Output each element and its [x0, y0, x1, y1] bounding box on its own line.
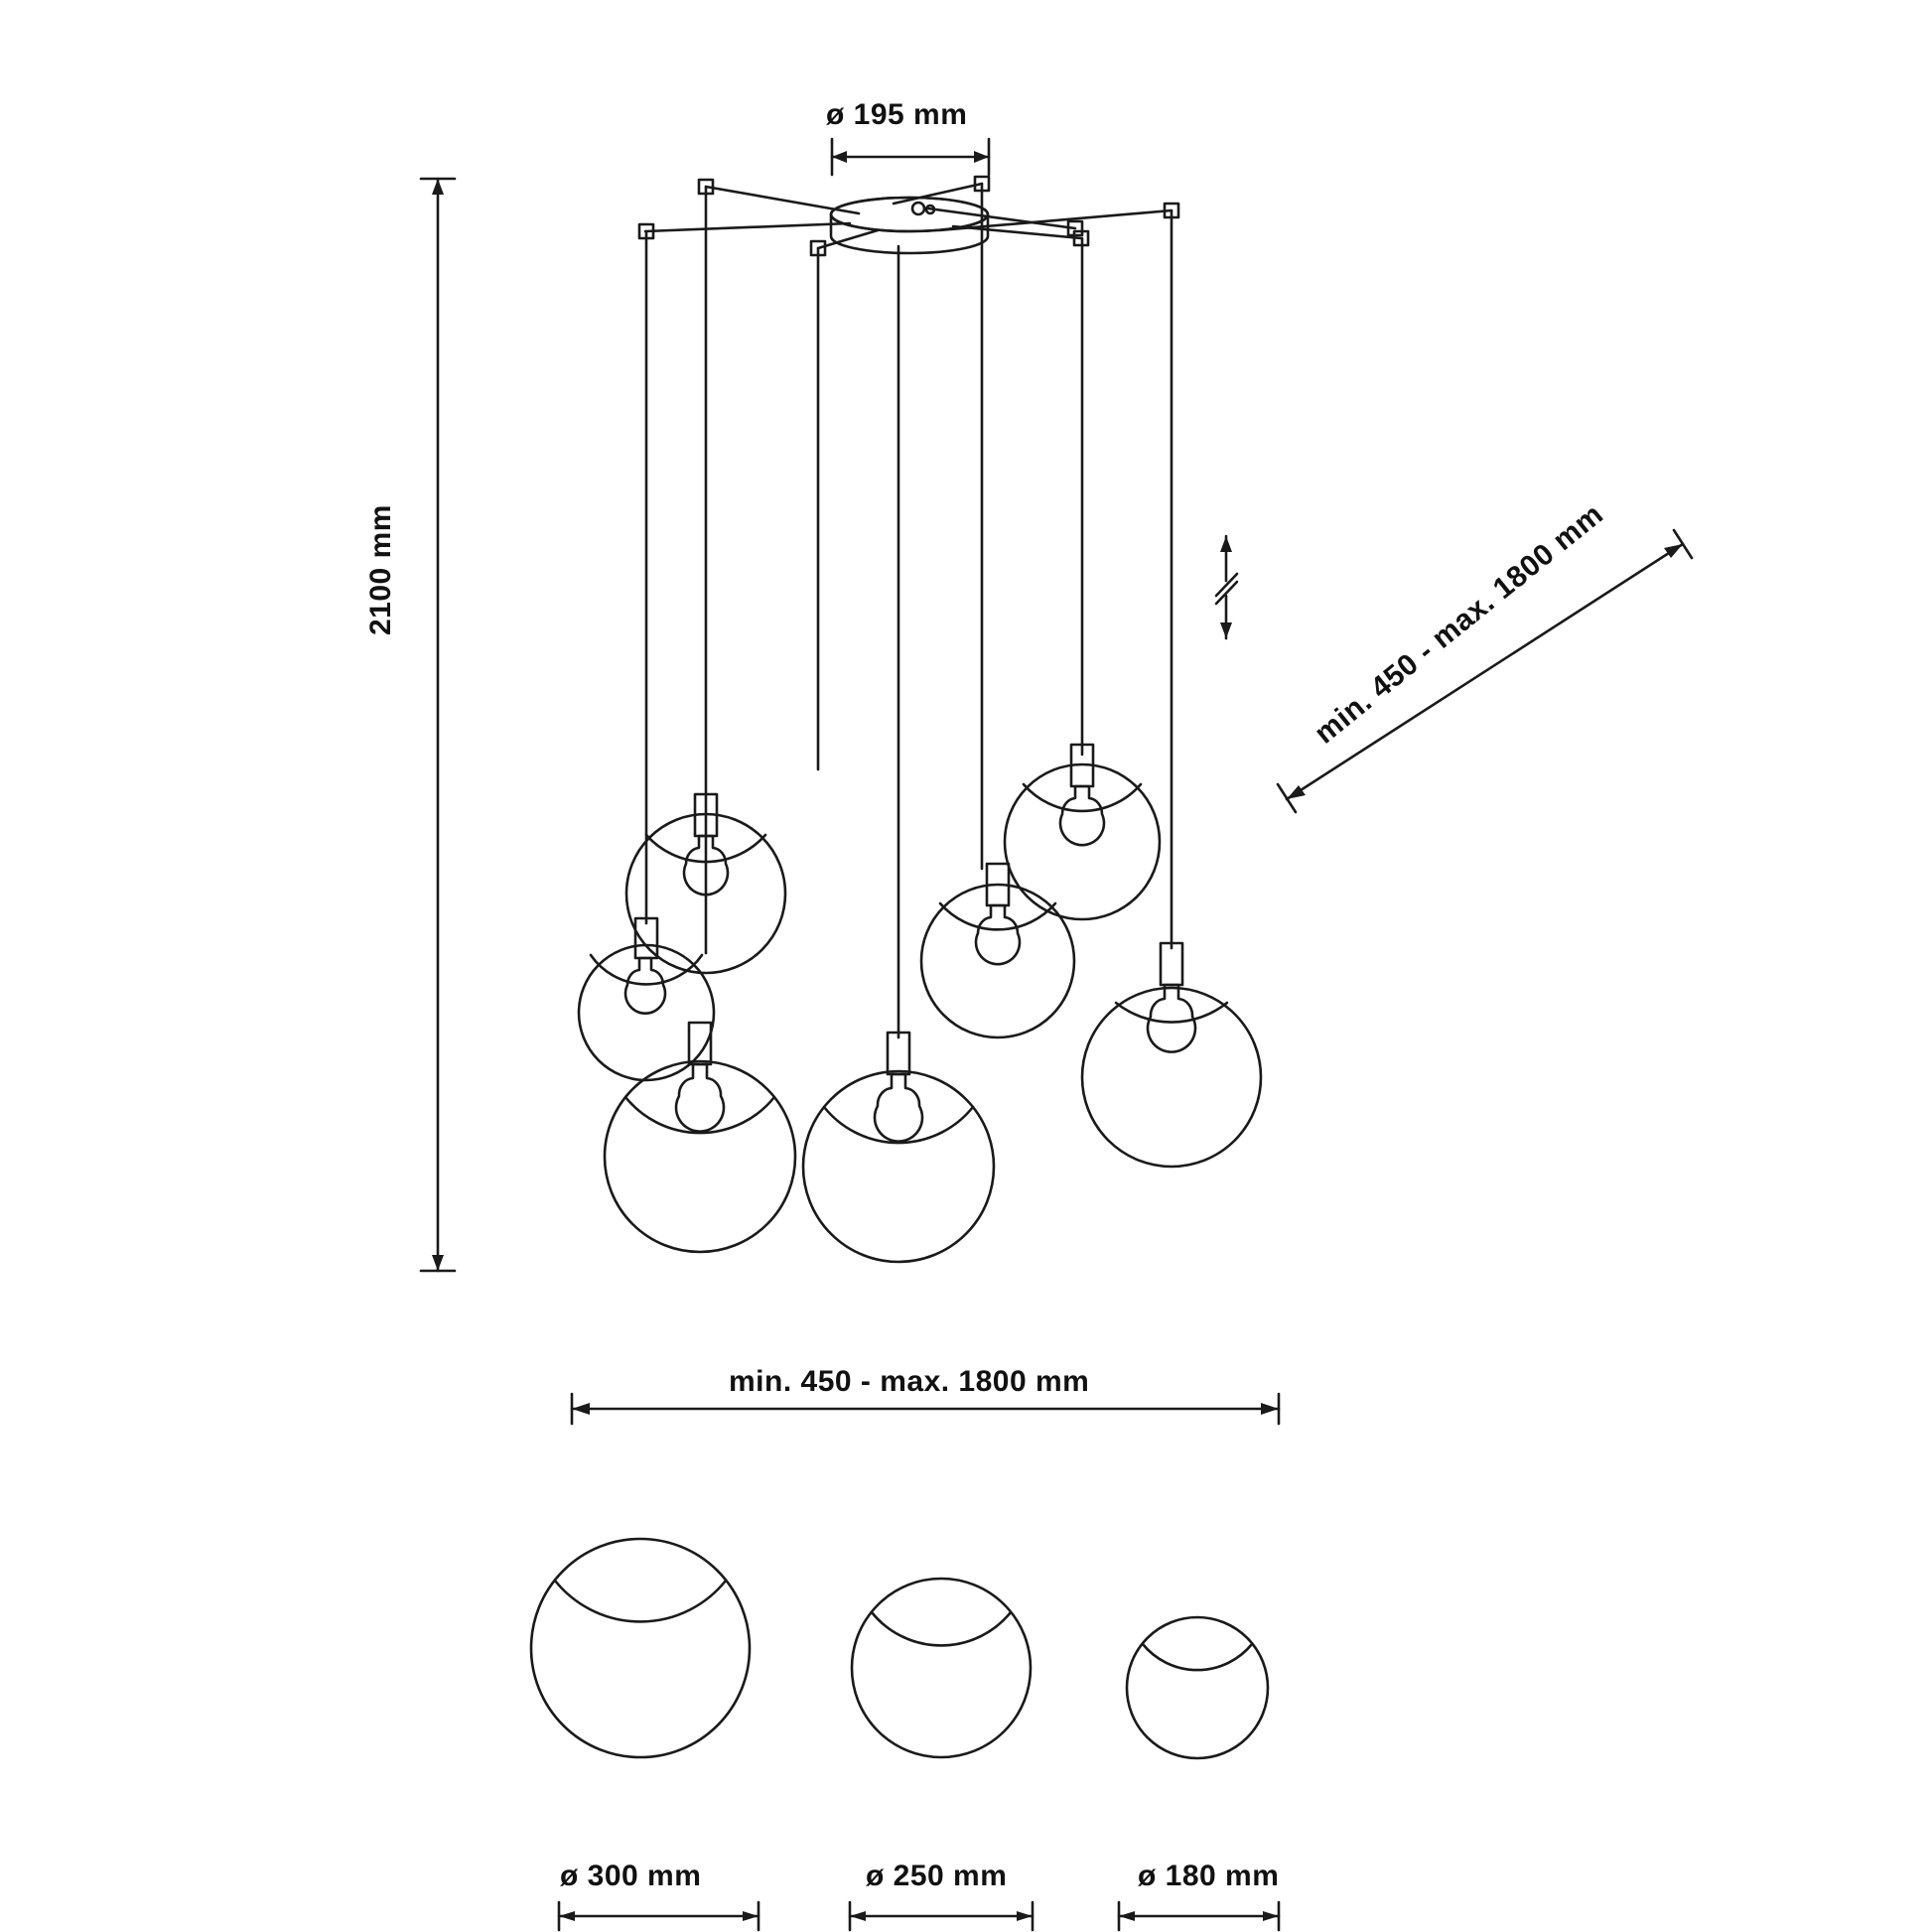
globe-sample-300: [531, 1539, 750, 1757]
dimension-globe-300: [559, 1902, 759, 1930]
dimension-globe-180: [1119, 1902, 1279, 1930]
pendant-lamp-4: [579, 918, 714, 1080]
dimension-total-height: [421, 179, 455, 1271]
label-globe-medium: ø 250 mm: [866, 1860, 1008, 1892]
label-drop-range-diagonal: min. 450 - max. 1800 mm: [1309, 497, 1610, 751]
dimension-canopy-diameter: [832, 139, 989, 175]
dimension-drop-range-diagonal: [1278, 530, 1692, 812]
globe-sample-180: [1127, 1617, 1268, 1758]
adjustable-length-marker: [1216, 536, 1237, 638]
suspension-cables: [646, 184, 1172, 1037]
pendant-lamp-5: [1082, 943, 1261, 1167]
label-drop-range-horizontal: min. 450 - max. 1800 mm: [729, 1365, 1090, 1398]
pendant-lamp-6: [605, 1023, 795, 1252]
label-globe-small: ø 180 mm: [1138, 1860, 1280, 1892]
dimension-globe-250: [850, 1902, 1033, 1930]
globe-size-comparison: [531, 1539, 1268, 1758]
label-canopy-diameter: ø 195 mm: [826, 98, 968, 131]
ceiling-canopy: [831, 198, 988, 253]
pendant-lamp-1: [1005, 745, 1160, 919]
pendant-lamp-3: [921, 864, 1074, 1037]
globe-sample-250: [852, 1579, 1031, 1757]
label-total-height: 2100 mm: [364, 504, 397, 635]
label-globe-large: ø 300 mm: [560, 1860, 702, 1892]
cable-support-arms: [639, 177, 1178, 255]
pendant-lamp-7: [803, 1033, 994, 1262]
